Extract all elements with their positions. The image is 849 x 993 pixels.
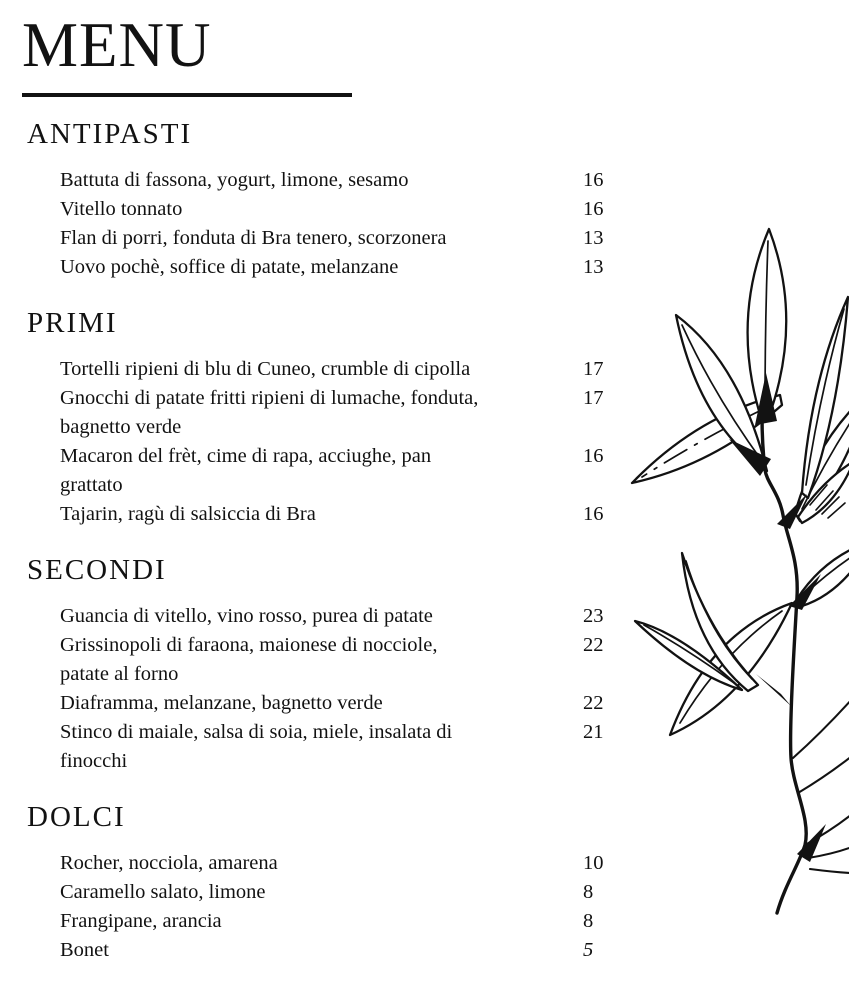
item-name — [60, 500, 576, 529]
menu-item — [0, 631, 640, 689]
item-name — [60, 878, 576, 907]
item-price: 16 — [583, 169, 604, 191]
section-items — [0, 166, 640, 282]
menu-section-antipasti — [0, 117, 640, 282]
item-name — [60, 689, 576, 718]
page-title: MENU — [22, 10, 212, 80]
menu-item — [0, 878, 640, 907]
item-name — [60, 907, 576, 936]
item-price: 8 — [583, 910, 594, 932]
menu-sections — [0, 117, 640, 965]
item-name — [60, 384, 576, 442]
item-name — [60, 849, 576, 878]
menu-item — [0, 849, 640, 878]
item-name — [60, 602, 576, 631]
item-price: 16 — [583, 445, 604, 467]
menu-item — [0, 384, 640, 442]
item-name-line: Diaframma, melanzane, bagnetto verde — [60, 692, 383, 714]
item-name — [60, 166, 576, 195]
menu-item — [0, 689, 640, 718]
item-price: 21 — [583, 721, 604, 743]
menu-item — [0, 442, 640, 500]
item-price: 22 — [583, 692, 604, 714]
item-name-line: Gnocchi di patate fritti ripieni di lumache, fonduta, — [60, 387, 479, 409]
item-price: 5 — [583, 939, 594, 961]
item-name — [60, 936, 576, 965]
branch-right-leaves — [795, 297, 849, 606]
section-heading-antipasti: ANTIPASTI — [27, 118, 193, 150]
item-name-line: Rocher, nocciola, amarena — [60, 852, 278, 874]
item-name — [60, 195, 576, 224]
item-name — [60, 442, 576, 500]
menu-section-dolci — [0, 800, 640, 965]
menu-item — [0, 166, 640, 195]
item-name-line: Vitello tonnato — [60, 198, 183, 220]
section-heading-dolci: DOLCI — [27, 801, 126, 833]
item-name-line: Guancia di vitello, vino rosso, purea di patate — [60, 605, 433, 627]
item-name-line: patate al forno — [60, 663, 179, 685]
item-name-line: Battuta di fassona, yogurt, limone, sesamo — [60, 169, 409, 191]
item-name — [60, 253, 576, 282]
menu-item — [0, 718, 640, 776]
item-name-line: Stinco di maiale, salsa di soia, miele, insalata di — [60, 721, 453, 743]
item-price: 17 — [583, 387, 604, 409]
section-heading-secondi: SECONDI — [27, 554, 167, 586]
menu-section-secondi — [0, 553, 640, 776]
item-name-line: Tortelli ripieni di blu di Cuneo, crumble di cipolla — [60, 358, 471, 380]
section-items — [0, 355, 640, 529]
item-name-line: Frangipane, arancia — [60, 910, 222, 932]
item-price: 10 — [583, 852, 604, 874]
menu-item — [0, 936, 640, 965]
menu-section-primi — [0, 306, 640, 529]
item-name — [60, 224, 576, 253]
item-name-line: finocchi — [60, 750, 128, 772]
item-name-line: grattato — [60, 474, 123, 496]
menu-item — [0, 602, 640, 631]
section-items — [0, 849, 640, 965]
menu-item — [0, 253, 640, 282]
menu-item — [0, 355, 640, 384]
section-heading-primi: PRIMI — [27, 307, 118, 339]
item-price: 13 — [583, 227, 604, 249]
branch-right-fan — [793, 681, 849, 874]
item-name-line: Macaron del frèt, cime di rapa, acciughe, pan — [60, 445, 432, 467]
menu-item — [0, 195, 640, 224]
branch-stem — [762, 415, 806, 913]
item-price: 16 — [583, 198, 604, 220]
item-price: 23 — [583, 605, 604, 627]
item-name — [60, 631, 576, 689]
item-price: 13 — [583, 256, 604, 278]
item-name-line: bagnetto verde — [60, 416, 182, 438]
item-name-line: Grissinopoli di faraona, maionese di nocciole, — [60, 634, 438, 656]
item-name-line: Flan di porri, fonduta di Bra tenero, scorzonera — [60, 227, 447, 249]
item-price: 17 — [583, 358, 604, 380]
item-price: 22 — [583, 634, 604, 656]
olive-branch-illustration — [630, 213, 849, 925]
item-name — [60, 355, 576, 384]
item-name-line: Tajarin, ragù di salsiccia di Bra — [60, 503, 316, 525]
item-price: 8 — [583, 881, 594, 903]
menu-item — [0, 907, 640, 936]
item-name-line: Caramello salato, limone — [60, 881, 266, 903]
item-name-line: Uovo pochè, soffice di patate, melanzane — [60, 256, 399, 278]
item-name-line: Bonet — [60, 939, 109, 961]
menu-item — [0, 224, 640, 253]
item-name — [60, 718, 576, 776]
item-price: 16 — [583, 503, 604, 525]
section-items — [0, 602, 640, 776]
menu-item — [0, 500, 640, 529]
title-underline — [22, 93, 352, 97]
